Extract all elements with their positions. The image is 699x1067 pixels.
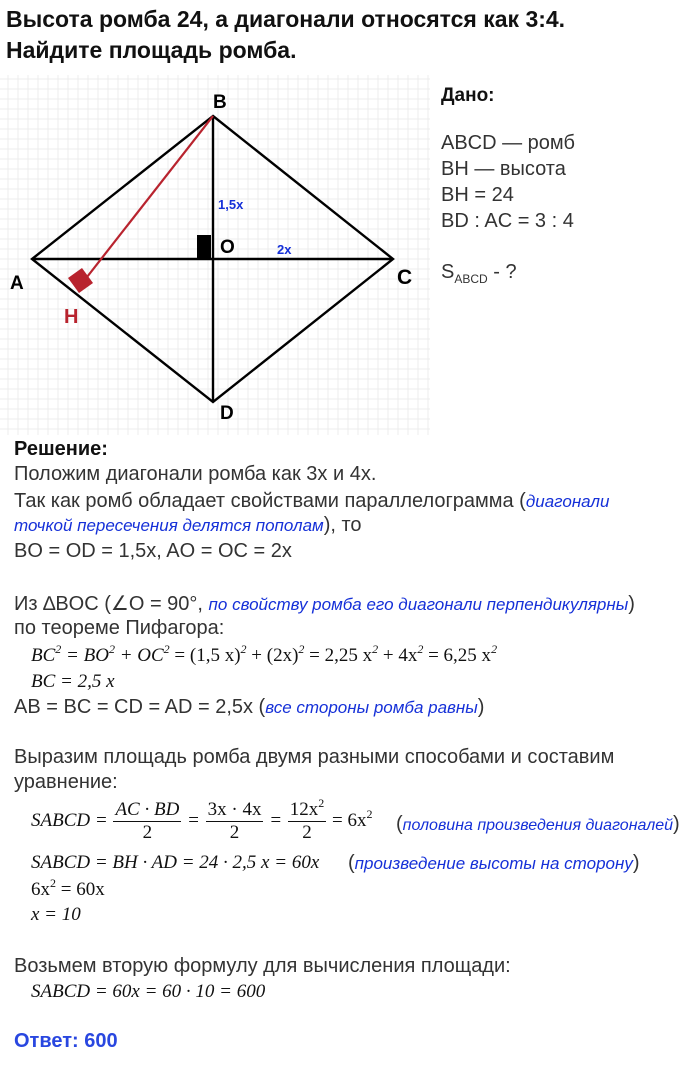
area-formula-height: SABCD = BH · AD = 24 · 2,5 x = 60x <box>31 852 320 873</box>
problem-title-line1: Высота ромба 24, а диагонали относятся как 3:4. <box>6 6 566 32</box>
given-header: Дано: <box>441 85 495 106</box>
area-formula-height-note: (произведение высоты на сторону) <box>348 852 640 874</box>
problem-title-line2: Найдите площадь ромба. <box>6 37 297 63</box>
answer: Ответ: 600 <box>14 1030 118 1052</box>
label-a: A <box>10 273 24 294</box>
height-bh <box>80 116 213 286</box>
label-c: C <box>397 266 413 289</box>
solution-p7-line2: уравнение: <box>14 771 118 793</box>
rhombus-figure <box>0 75 430 435</box>
solution-header: Решение: <box>14 438 108 460</box>
label-h: H <box>64 306 79 328</box>
solution-p6: AB = BC = CD = AD = 2,5x (все стороны ромба равны) <box>14 696 485 718</box>
grid-background <box>0 75 430 435</box>
label-b: B <box>213 92 227 113</box>
label-bo-length: 1,5x <box>218 197 244 212</box>
area-formula-diagonals-note: (половина произведения диагоналей) <box>396 813 680 835</box>
pythagoras-equation: $BC^2 = BO^2 + OC^2 = (1,5$ $x)^2 + (2x)^2 = 2,25$ $x^2 + 4x^2 = 6,25$ $x^2$ <box>31 642 498 666</box>
solution-p2: Так как ромб обладает свойствами параллелограмма (диагонали <box>14 490 610 512</box>
right-angle-marker-o <box>197 235 211 258</box>
solution-p7-line1: Выразим площадь ромба двумя разными способами и составим <box>14 746 615 768</box>
solution-p2-cont: точкой пересечения делятся пополам), то <box>14 514 362 536</box>
label-d: D <box>220 403 234 424</box>
solution-p8: Возьмем вторую формулу для вычисления площади: <box>14 955 511 977</box>
label-oc-length: 2x <box>277 242 292 257</box>
solution-p3: BO = OD = 1,5x, AO = OC = 2x <box>14 540 292 562</box>
solution-p5: по теореме Пифагора: <box>14 617 225 639</box>
area-formula-diagonals: SABCD = $\frac{AC \cdot BD}{2}$ = $\frac{3x \cdot 4x}{2}$ = $\frac{12x^2}{2}$ = $6x^2$ <box>31 796 373 843</box>
area-final-formula: SABCD = 60x = 60 · 10 = 600 <box>31 981 266 1002</box>
bc-result: BC = 2,5 x <box>31 671 115 692</box>
given-line-2: BH — высота <box>441 158 566 180</box>
given-line-4: BD : AC = 3 : 4 <box>441 210 574 232</box>
label-o: O <box>220 237 235 258</box>
solution-p4: Из ∆BOC (∠O = 90°, по свойству ромба его диагонали перпендикулярны) <box>14 593 635 615</box>
given-line-1: ABCD — ромб <box>441 132 575 154</box>
given-find: $S_{ABCD}$ - ? <box>441 261 517 286</box>
equation-6x2: $6x^2 = 60x$ <box>31 876 105 900</box>
solution-p1: Положим диагонали ромба как 3x и 4x. <box>14 463 377 485</box>
given-line-3: BH = 24 <box>441 184 514 206</box>
equation-x-result: x = 10 <box>31 904 81 925</box>
